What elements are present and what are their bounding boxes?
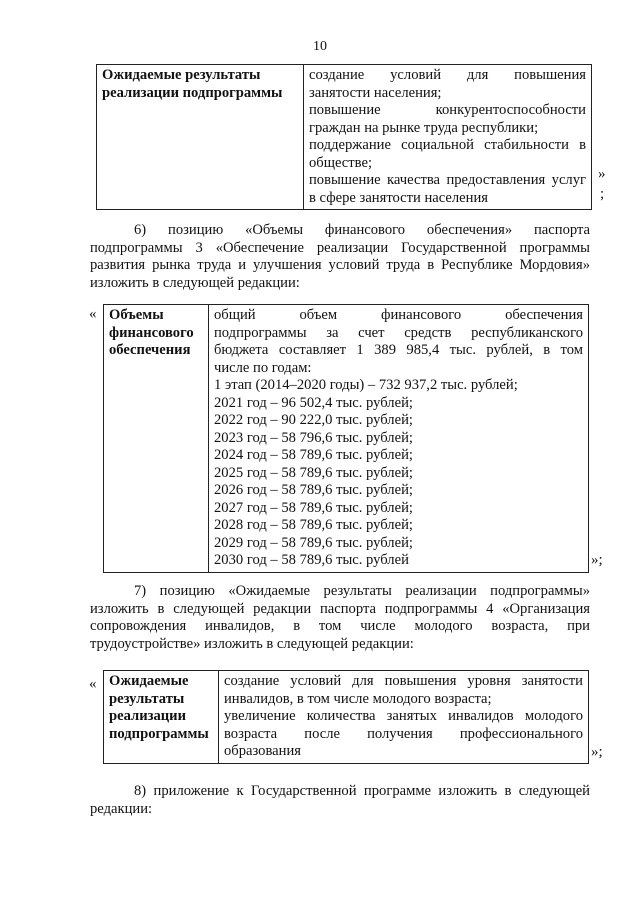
- table1-close-quote: »: [598, 166, 606, 182]
- table1-value-cell: [304, 65, 592, 210]
- table2-year-line: 2022 год – 90 222,0 тыс. рублей;: [214, 412, 413, 428]
- financing-table: [103, 304, 589, 573]
- expected-results-table-2: [103, 670, 589, 764]
- table2-year-line: 2027 год – 58 789,6 тыс. рублей;: [214, 499, 413, 516]
- table1-value-line: в сфере занятости населения: [309, 189, 488, 206]
- table3-value-cell: [219, 671, 589, 764]
- page-number: 10: [313, 39, 327, 54]
- table1-value-line: поддержание социальной стабильности в: [309, 137, 586, 153]
- table1-value-line: граждан на рынке труда республики;: [309, 119, 539, 136]
- table2-year-line: 2025 год – 58 789,6 тыс. рублей;: [214, 464, 413, 481]
- table2-year-line: 1 этап (2014–2020 годы) – 732 937,2 тыс. рублей;: [214, 377, 518, 393]
- table3-label-line: результаты: [109, 690, 185, 707]
- table1-value-line: обществе;: [309, 154, 372, 171]
- table2-year-line: 2021 год – 96 502,4 тыс. рублей;: [214, 394, 413, 411]
- paragraph-6: [90, 222, 590, 292]
- table3-close-quote: »;: [591, 744, 603, 760]
- paragraph-7-line: трудоустройстве» изложить в следующей редакции:: [90, 635, 414, 652]
- table3-value-line: инвалидов, в том числе молодого возраста;: [224, 690, 492, 707]
- paragraph-7-line: 7) позицию «Ожидаемые результаты реализации подпрограммы»: [134, 583, 590, 599]
- table3-label-line: реализации: [109, 708, 187, 724]
- table1-value-line: занятости населения;: [309, 84, 442, 101]
- paragraph-8-line: редакции:: [90, 800, 153, 817]
- table3-label-cell: [104, 671, 219, 764]
- table2-year-line: 2028 год – 58 789,6 тыс. рублей;: [214, 517, 413, 533]
- table1-label-line: Ожидаемые результаты: [102, 67, 261, 83]
- table2-year-line: 2030 год – 58 789,6 тыс. рублей: [214, 552, 409, 568]
- table2-intro-line: бюджета составляет 1 389 985,4 тыс. рублей, в том: [214, 342, 583, 358]
- table1-label-cell: [97, 65, 304, 210]
- table1-value-line: повышение качества предоставления услуг: [309, 172, 586, 188]
- table2-year-line: 2026 год – 58 789,6 тыс. рублей;: [214, 482, 413, 498]
- table2-open-quote: «: [89, 306, 97, 322]
- table2-intro-line: числе по годам:: [214, 359, 312, 376]
- table3-value-line: создание условий для повышения уровня занятости: [224, 673, 583, 689]
- table2-label-line: Объемы: [109, 307, 164, 323]
- table2-year-line: 2024 год – 58 789,6 тыс. рублей;: [214, 447, 413, 463]
- paragraph-8: [90, 783, 590, 818]
- table2-label-line: обеспечения: [109, 342, 191, 358]
- table3-value-line: увеличение количества занятых инвалидов молодого: [224, 708, 583, 724]
- paragraph-6-line: изложить в следующей редакции:: [90, 274, 300, 291]
- table1-label-line: реализации подпрограммы: [102, 84, 283, 101]
- table1-semicolon: ;: [600, 186, 605, 202]
- paragraph-7-line: изложить в следующей редакции паспорта подпрограммы 4 «Организация: [90, 600, 590, 617]
- table2-label-line: финансового: [109, 324, 194, 341]
- table2-label-cell: [104, 305, 209, 573]
- paragraph-7-line: сопровождения инвалидов, в том числе молодого возраста, при: [90, 618, 590, 634]
- paragraph-6-line: подпрограммы 3 «Обеспечение реализации Государственной программы: [90, 239, 590, 256]
- table2-value-cell: [209, 305, 589, 573]
- table1-value-line: создание условий для повышения: [309, 67, 586, 83]
- table2-close-quote: »;: [591, 552, 603, 568]
- table2-intro-line: подпрограммы за счет средств республиканского: [214, 324, 583, 341]
- paragraph-7: [90, 583, 590, 653]
- paragraph-6-line: развития рынка труда и улучшения условий труда в Республике Мордовия»: [90, 257, 590, 273]
- table3-value-line: возраста после получения профессионального: [224, 725, 583, 742]
- expected-results-table-1: [96, 64, 592, 210]
- table2-year-line: 2023 год – 58 796,6 тыс. рублей;: [214, 429, 413, 446]
- table3-open-quote: «: [89, 676, 97, 692]
- table3-value-line: образования: [224, 743, 301, 759]
- table2-intro-line: общий объем финансового обеспечения: [214, 307, 583, 323]
- paragraph-8-line: 8) приложение к Государственной программе изложить в следующей: [134, 783, 590, 799]
- paragraph-6-line: 6) позицию «Объемы финансового обеспечения» паспорта: [134, 222, 590, 238]
- table1-value-line: повышение конкурентоспособности: [309, 102, 586, 118]
- table2-year-line: 2029 год – 58 789,6 тыс. рублей;: [214, 534, 413, 551]
- table3-label-line: подпрограммы: [109, 725, 209, 742]
- table3-label-line: Ожидаемые: [109, 673, 189, 689]
